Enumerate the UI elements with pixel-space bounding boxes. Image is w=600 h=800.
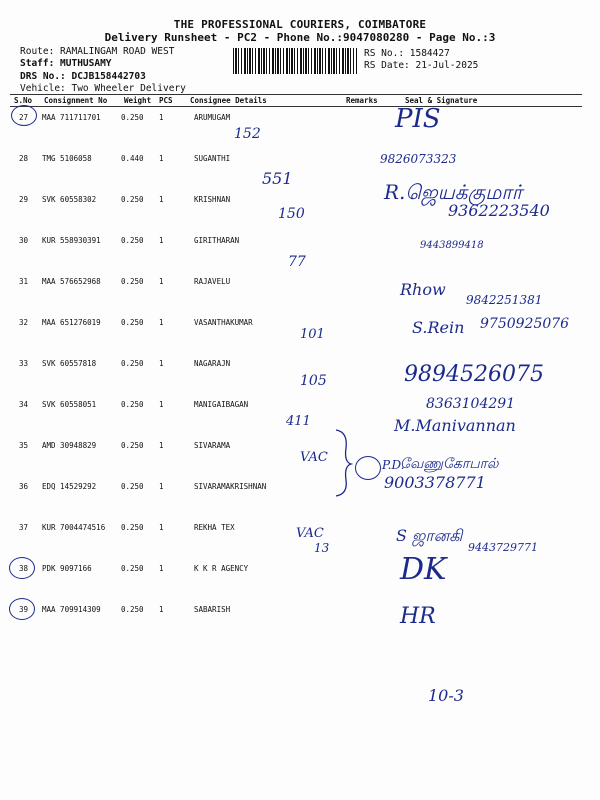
hw-r36-phone: 9003378771 <box>384 473 486 492</box>
hw-r28-phone: 9826073323 <box>380 152 457 166</box>
col-weight: Weight <box>124 96 152 105</box>
table-row <box>0 106 600 147</box>
row-sno: 29 <box>19 195 29 204</box>
row-weight: 0.250 <box>121 564 144 573</box>
drs-number: DRS No.: DCJB158442703 <box>20 71 146 82</box>
row-weight: 0.250 <box>121 113 144 122</box>
rs-date: RS Date: 21-Jul-2025 <box>364 60 479 71</box>
row-sno: 28 <box>19 154 29 163</box>
hw-r30-time: 77 <box>288 254 306 270</box>
hw-r29-phone: 9362223540 <box>448 201 550 220</box>
row-consignee: MANIGAIBAGAN <box>194 400 249 409</box>
hw-r32-phone: 9750925076 <box>480 316 570 332</box>
circle-mark-remarks <box>355 456 381 480</box>
hw-r34-sig: M.Manivannan <box>394 416 516 435</box>
vehicle-label: Vehicle: Two Wheeler Delivery <box>20 83 186 94</box>
row-consignment-no: MAA 709914309 <box>42 605 101 614</box>
hw-r31-sig: Rhow <box>400 280 446 299</box>
table-row <box>0 557 600 598</box>
hw-r38-sig: DK <box>400 552 447 587</box>
col-pcs: PCS <box>159 96 173 105</box>
row-weight: 0.250 <box>121 359 144 368</box>
hw-r31-phone: 9842251381 <box>466 293 543 307</box>
hw-r29-sig: R.ஜெயக்குமார் <box>384 180 523 204</box>
hw-r27-time: 152 <box>234 126 261 142</box>
hw-r37-phone: 9443729771 <box>468 541 538 554</box>
circle-mark-27 <box>11 105 37 126</box>
col-remarks: Remarks <box>346 96 378 105</box>
row-weight: 0.250 <box>121 195 144 204</box>
row-consignment-no: SVK 60557818 <box>42 359 97 368</box>
row-consignment-no: SVK 60558051 <box>42 400 97 409</box>
hw-r39-sig: HR <box>400 604 436 629</box>
row-consignment-no: MAA 651276019 <box>42 318 101 327</box>
row-pcs: 1 <box>159 113 164 122</box>
bracket-mark <box>334 428 354 498</box>
hw-r34-time: 411 <box>286 414 311 429</box>
row-consignee: ARUMUGAM <box>194 113 231 122</box>
row-consignee: SABARISH <box>194 605 231 614</box>
row-consignee: VASANTHAKUMAR <box>194 318 253 327</box>
row-consignee: SIVARAMA <box>194 441 231 450</box>
row-pcs: 1 <box>159 564 164 573</box>
row-sno: 36 <box>19 482 29 491</box>
row-consignee: SIVARAMAKRISHNAN <box>194 482 267 491</box>
row-sno: 39 <box>19 605 29 614</box>
hw-r35-sig: P.D. <box>382 458 405 472</box>
row-sno: 30 <box>19 236 29 245</box>
hw-r29-time: 150 <box>278 206 305 222</box>
row-consignee: K K R AGENCY <box>194 564 249 573</box>
row-consignment-no: PDK 9097166 <box>42 564 92 573</box>
row-weight: 0.250 <box>121 441 144 450</box>
row-pcs: 1 <box>159 318 164 327</box>
row-sno: 31 <box>19 277 29 286</box>
row-consignee: NAGARAJN <box>194 359 231 368</box>
row-sno: 37 <box>19 523 29 532</box>
row-consignee: KRISHNAN <box>194 195 231 204</box>
row-pcs: 1 <box>159 400 164 409</box>
row-sno: 33 <box>19 359 29 368</box>
hw-r34-phone: 8363104291 <box>426 396 516 412</box>
row-sno: 27 <box>19 113 29 122</box>
col-consignee: Consignee Details <box>190 96 267 105</box>
row-consignment-no: KUR 7004474516 <box>42 523 106 532</box>
row-consignment-no: MAA 711711701 <box>42 113 101 122</box>
hw-r28-time: 551 <box>262 169 293 188</box>
header-rule-top <box>10 94 582 95</box>
circle-mark-38 <box>9 557 35 579</box>
col-sno: S.No <box>14 96 33 105</box>
row-pcs: 1 <box>159 441 164 450</box>
barcode <box>233 48 357 74</box>
row-pcs: 1 <box>159 195 164 204</box>
row-weight: 0.250 <box>121 523 144 532</box>
hw-r35-note: VAC <box>300 450 328 465</box>
row-sno: 35 <box>19 441 29 450</box>
runsheet-title: Delivery Runsheet - PC2 - Phone No.:9047080280 - Page No.:3 <box>104 31 496 44</box>
row-consignment-no: MAA 576652968 <box>42 277 101 286</box>
row-weight: 0.250 <box>121 236 144 245</box>
row-pcs: 1 <box>159 236 164 245</box>
company-title: THE PROFESSIONAL COURIERS, COIMBATORE <box>173 18 427 31</box>
hw-r33-time: 105 <box>300 373 327 389</box>
hw-footer-time: 10-3 <box>428 686 464 705</box>
row-sno: 34 <box>19 400 29 409</box>
row-pcs: 1 <box>159 605 164 614</box>
row-consignee: GIRITHARAN <box>194 236 240 245</box>
row-consignment-no: SVK 60558302 <box>42 195 97 204</box>
row-consignment-no: KUR 558930391 <box>42 236 101 245</box>
hw-r32-sig: S.Rein <box>412 318 465 337</box>
table-row <box>0 475 600 516</box>
row-weight: 0.250 <box>121 318 144 327</box>
hw-r37-num: 13 <box>314 541 330 555</box>
hw-r33-phone: 9894526075 <box>404 362 544 387</box>
hw-r30-phone: 9443899418 <box>420 240 484 251</box>
hw-r27-sig: PIS <box>395 104 441 134</box>
row-sno: 32 <box>19 318 29 327</box>
rs-number: RS No.: 1584427 <box>364 48 450 59</box>
row-pcs: 1 <box>159 359 164 368</box>
row-sno: 38 <box>19 564 29 573</box>
row-weight: 0.250 <box>121 400 144 409</box>
row-consignee: SUGANTHI <box>194 154 231 163</box>
col-consignment: Consignment No <box>44 96 108 105</box>
row-pcs: 1 <box>159 523 164 532</box>
hw-r37-note: VAC <box>296 526 324 541</box>
staff-label: Staff: MUTHUSAMY <box>20 58 112 69</box>
row-consignee: REKHA TEX <box>194 523 235 532</box>
circle-mark-39 <box>9 598 35 620</box>
hw-r37-sig: S ஜானகி <box>396 526 463 545</box>
row-consignment-no: EDQ 14529292 <box>42 482 97 491</box>
row-consignment-no: TMG 5106058 <box>42 154 92 163</box>
row-pcs: 1 <box>159 154 164 163</box>
row-consignee: RAJAVELU <box>194 277 231 286</box>
row-consignment-no: AMD 30948829 <box>42 441 97 450</box>
table-row <box>0 598 600 639</box>
row-weight: 0.250 <box>121 277 144 286</box>
route-label: Route: RAMALINGAM ROAD WEST <box>20 46 175 57</box>
hw-r32-time: 101 <box>300 327 325 342</box>
row-weight: 0.440 <box>121 154 144 163</box>
row-weight: 0.250 <box>121 482 144 491</box>
hw-r35-tamil: வேணுகோபால் <box>400 456 499 472</box>
row-weight: 0.250 <box>121 605 144 614</box>
row-pcs: 1 <box>159 482 164 491</box>
col-seal: Seal & Signature <box>405 96 478 105</box>
row-pcs: 1 <box>159 277 164 286</box>
